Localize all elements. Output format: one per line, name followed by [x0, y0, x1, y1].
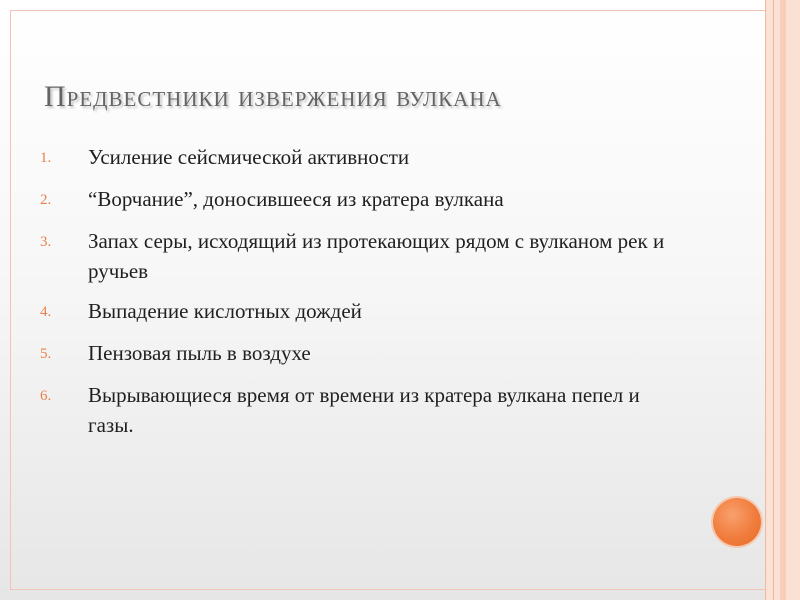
list-text: “Ворчание”, доносившееся из кратера вулкана	[88, 187, 504, 211]
list-text: Запах серы, исходящий из протекающих рядом с вулканом рек и ручьев	[88, 229, 665, 283]
orange-circle-decoration	[713, 498, 761, 546]
list-item	[40, 184, 690, 216]
slide-title: Предвестники извержения вулкана	[44, 80, 502, 113]
list-number: 5.	[40, 346, 52, 362]
list-text: Усиление сейсмической активности	[88, 145, 410, 169]
list-number: 4.	[40, 304, 52, 320]
list-item	[40, 296, 690, 328]
list-number: 6.	[40, 388, 52, 404]
list-text: Выпадение кислотных дождей	[88, 299, 362, 323]
list-text: Вырывающиеся время от времени из кратера вулкана пепел и газы.	[88, 383, 640, 437]
list-number: 3.	[40, 234, 52, 250]
list-text: Пензовая пыль в воздухе	[88, 341, 311, 365]
list-item	[40, 226, 690, 286]
decorative-side-band	[765, 0, 800, 600]
list-item	[40, 142, 690, 174]
list-item	[40, 380, 690, 440]
list-number: 2.	[40, 192, 52, 208]
list-number: 1.	[40, 150, 52, 166]
list-item	[40, 338, 690, 370]
precursor-list	[40, 142, 690, 450]
